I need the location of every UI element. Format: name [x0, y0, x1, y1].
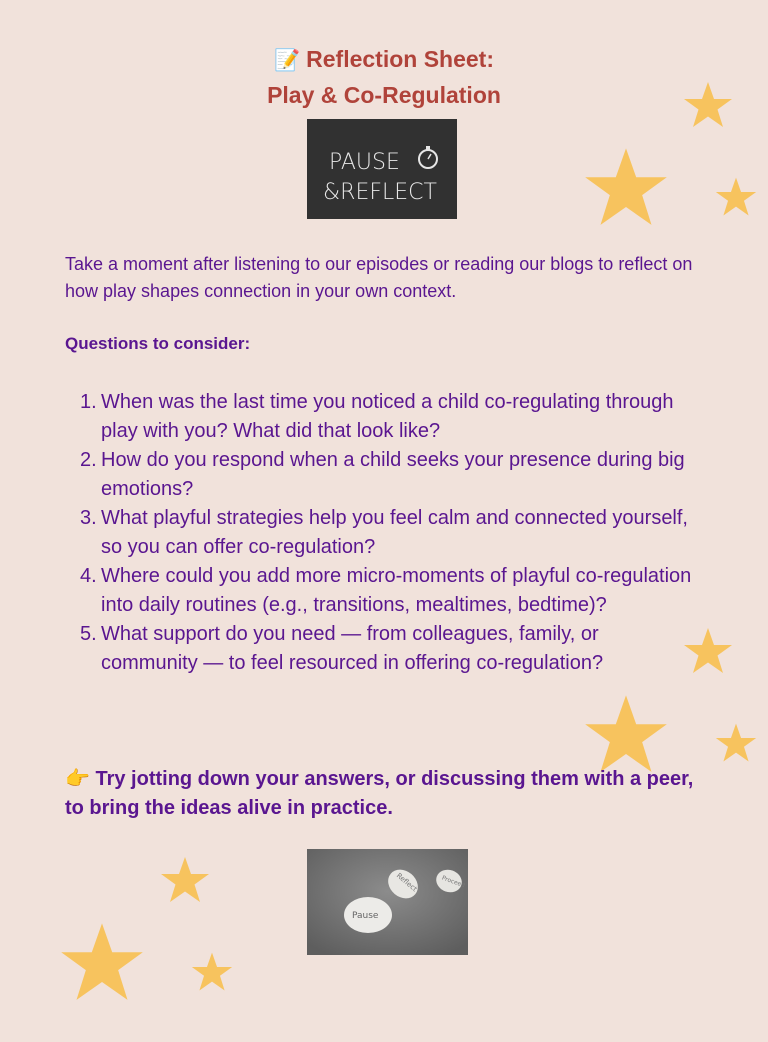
question-item [80, 388, 700, 446]
star-decoration-icon [712, 176, 760, 218]
stone-label-3: Proceed [440, 874, 466, 890]
question-number: 3. [80, 507, 97, 529]
question-number: 5. [80, 623, 97, 645]
title-line-2: Play & Co-Regulation [267, 82, 501, 108]
chalk-text-line-1: PAUSE [329, 150, 400, 175]
question-number: 4. [80, 565, 97, 587]
question-text: What playful strategies help you feel calm and connected yourself, so you can offer co-regulation? [101, 507, 688, 558]
questions-list [80, 388, 700, 678]
question-item [80, 504, 700, 562]
stone-label-2: Reflect [394, 871, 419, 894]
questions-heading: Questions to consider: [65, 334, 251, 353]
memo-pencil-icon: 📝 [273, 49, 301, 72]
question-item [80, 446, 700, 504]
cta-text: Try jotting down your answers, or discussing them with a peer, to bring the ideas alive in practice. [65, 768, 694, 819]
intro-paragraph: Take a moment after listening to our episodes or reading our blogs to reflect on how play shapes connection in your own context. [65, 254, 693, 301]
call-to-action [65, 765, 705, 823]
question-text: How do you respond when a child seeks your presence during big emotions? [101, 449, 685, 500]
question-text: Where could you add more micro-moments of playful co-regulation into daily routines (e.g., transitions, mealtimes, bedtime)? [101, 565, 692, 616]
star-decoration-icon [155, 855, 215, 905]
question-text: What support do you need — from colleagues, family, or community — to feel resourced in offering co-regulation? [101, 623, 604, 674]
stone-label-1: Pause [352, 911, 379, 921]
question-item [80, 620, 700, 678]
chalk-text-line-2: &REFLECT [323, 180, 437, 205]
pause-stones-image [307, 849, 468, 955]
pointing-hand-icon: 👉 [65, 768, 90, 790]
page-title [0, 42, 768, 112]
question-number: 2. [80, 449, 97, 471]
question-number: 1. [80, 391, 97, 413]
question-item [80, 562, 700, 620]
star-decoration-icon [188, 951, 236, 993]
star-decoration-icon [56, 920, 148, 1005]
question-text: When was the last time you noticed a child co-regulating through play with you? What did that look like? [101, 391, 674, 442]
star-decoration-icon [712, 722, 760, 764]
star-decoration-icon [580, 145, 672, 230]
title-line-1: Reflection Sheet: [306, 46, 495, 72]
pause-reflect-image [307, 119, 457, 219]
